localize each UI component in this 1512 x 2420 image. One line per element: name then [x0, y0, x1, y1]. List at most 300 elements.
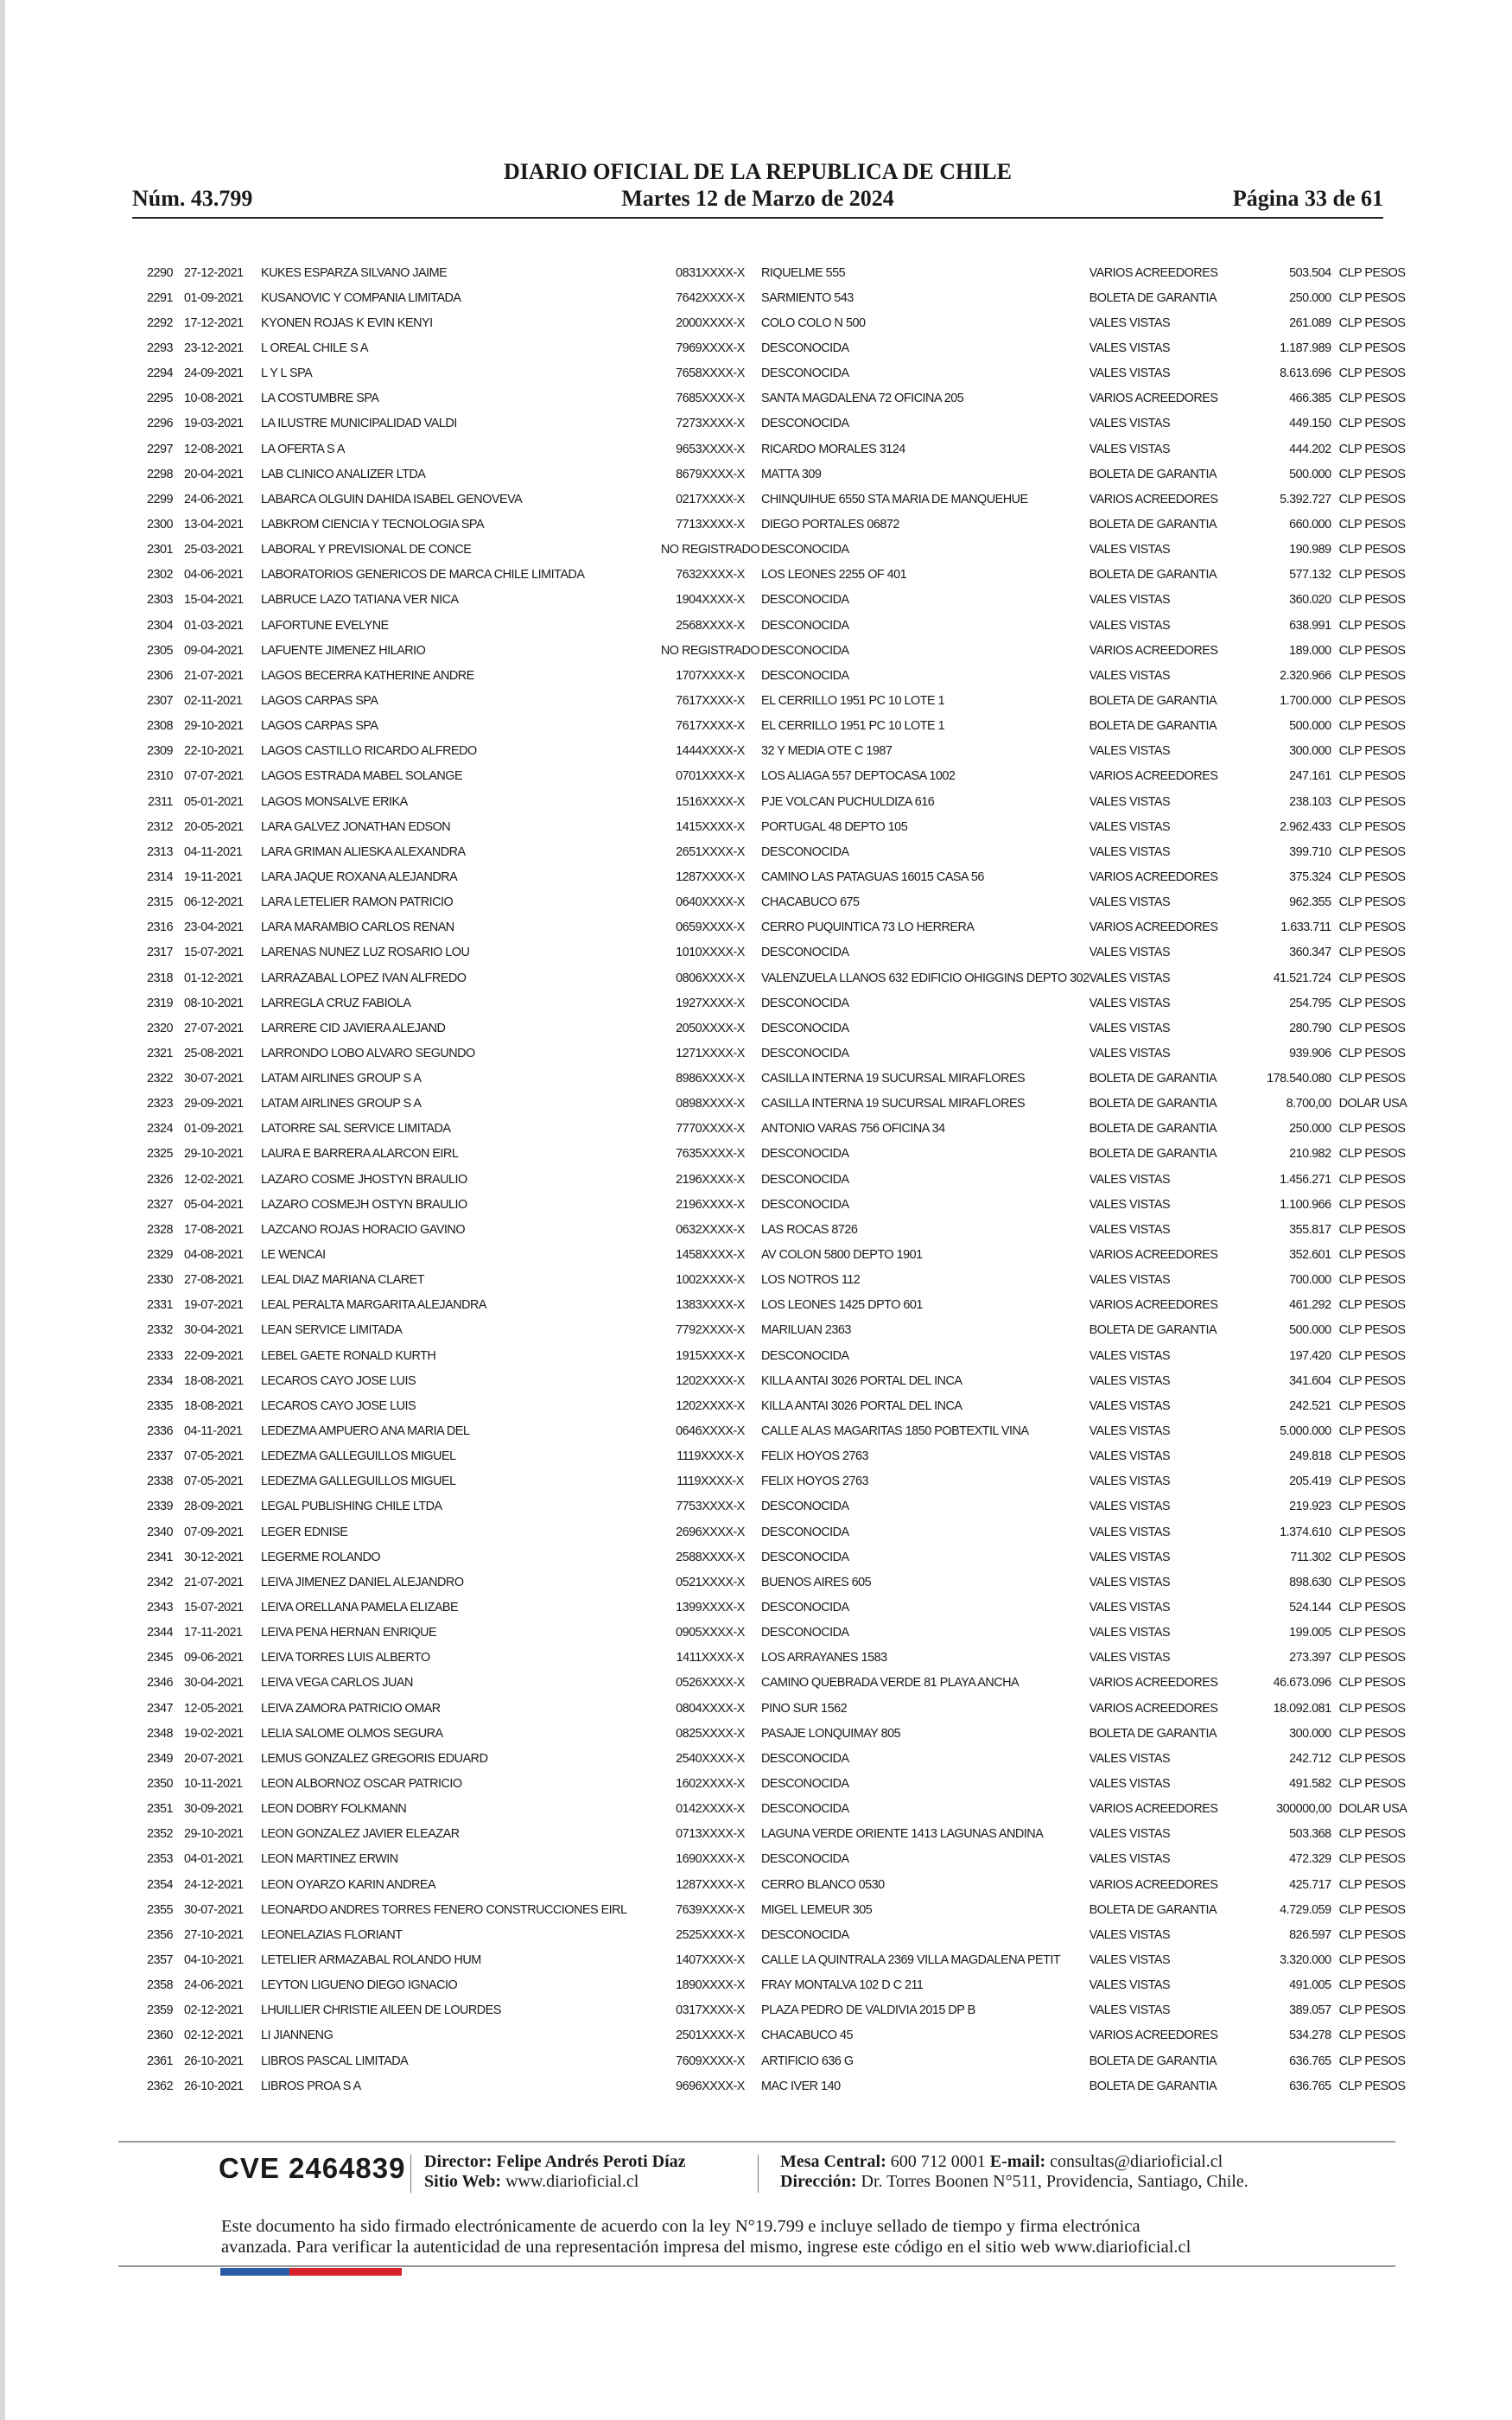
issue-number: Núm. 43.799	[132, 186, 253, 211]
row-date: 07-05-2021	[184, 1449, 244, 1464]
row-amount: 660.000	[1289, 517, 1331, 532]
row-address: 32 Y MEDIA OTE C 1987	[761, 744, 893, 759]
row-name: LAFUENTE JIMENEZ HILARIO	[261, 643, 426, 658]
table-row	[134, 1418, 1408, 1443]
row-rut: 0806XXXX-X	[676, 971, 745, 985]
row-type: VALES VISTAS	[1089, 1348, 1171, 1363]
row-amount: 1.456.271	[1280, 1172, 1331, 1187]
row-rut: 0632XXXX-X	[676, 1222, 745, 1237]
row-rut: 7609XXXX-X	[676, 2054, 745, 2068]
row-date: 10-11-2021	[184, 1777, 243, 1791]
row-amount: 491.005	[1289, 1978, 1331, 1993]
row-date: 22-10-2021	[184, 744, 244, 759]
row-amount: 355.817	[1289, 1222, 1331, 1237]
row-currency: CLP PESOS	[1338, 1525, 1406, 1539]
row-currency: CLP PESOS	[1338, 568, 1406, 583]
row-date: 07-05-2021	[184, 1474, 244, 1489]
row-date: 18-08-2021	[184, 1398, 244, 1413]
registry-table-body	[134, 260, 1408, 2098]
row-type: VALES VISTAS	[1089, 1222, 1171, 1237]
row-address: DESCONOCIDA	[761, 1626, 849, 1640]
row-address: DESCONOCIDA	[761, 1927, 849, 1942]
row-date: 12-08-2021	[184, 442, 244, 456]
row-amount: 939.906	[1289, 1046, 1331, 1060]
footer-divider-bottom	[118, 2265, 1395, 2267]
table-row	[134, 1746, 1408, 1771]
row-name: LARRONDO LOBO ALVARO SEGUNDO	[261, 1046, 475, 1060]
row-currency: CLP PESOS	[1338, 1902, 1406, 1917]
row-address: DESCONOCIDA	[761, 1802, 849, 1817]
row-date: 04-11-2021	[184, 1424, 243, 1439]
row-amount: 18.092.081	[1273, 1701, 1331, 1716]
row-type: VARIOS ACREEDORES	[1089, 1701, 1218, 1716]
registry-table	[134, 260, 1408, 2098]
row-address: DESCONOCIDA	[761, 1348, 849, 1363]
row-name: L Y L SPA	[261, 366, 313, 381]
row-address: KILLA ANTAI 3026 PORTAL DEL INCA	[761, 1398, 962, 1413]
row-type: VARIOS ACREEDORES	[1089, 920, 1218, 935]
row-number: 2357	[146, 1952, 173, 1967]
row-date: 25-08-2021	[184, 1046, 244, 1060]
row-address: DESCONOCIDA	[761, 543, 849, 557]
row-name: LATAM AIRLINES GROUP S A	[261, 1097, 422, 1111]
table-row	[134, 764, 1408, 789]
row-currency: CLP PESOS	[1338, 1072, 1406, 1086]
row-number: 2290	[146, 265, 173, 280]
table-row	[134, 1696, 1408, 1721]
row-rut: 0659XXXX-X	[676, 920, 745, 935]
row-address: BUENOS AIRES 605	[761, 1575, 872, 1589]
row-address: RIQUELME 555	[761, 265, 846, 280]
table-row	[134, 739, 1408, 764]
table-row	[134, 915, 1408, 940]
row-name: LAZARO COSME JHOSTYN BRAULIO	[261, 1172, 467, 1187]
row-type: VALES VISTAS	[1089, 1172, 1171, 1187]
row-name: LARA MARAMBIO CARLOS RENAN	[261, 920, 454, 935]
row-type: VALES VISTAS	[1089, 1046, 1171, 1060]
row-number: 2352	[146, 1827, 173, 1842]
row-currency: CLP PESOS	[1338, 1021, 1406, 1035]
row-rut: 7658XXXX-X	[676, 366, 745, 381]
row-address: CASILLA INTERNA 19 SUCURSAL MIRAFLORES	[761, 1097, 1026, 1111]
row-amount: 491.582	[1289, 1777, 1331, 1791]
row-rut: 2651XXXX-X	[676, 844, 745, 859]
row-number: 2315	[146, 895, 173, 910]
row-number: 2319	[146, 996, 173, 1010]
row-rut: 0701XXXX-X	[676, 769, 745, 784]
row-amount: 2.320.966	[1280, 668, 1331, 683]
table-row	[134, 1343, 1408, 1368]
row-name: LABKROM CIENCIA Y TECNOLOGIA SPA	[261, 517, 485, 532]
row-amount: 500.000	[1289, 1323, 1331, 1338]
row-amount: 399.710	[1289, 844, 1331, 859]
row-amount: 254.795	[1289, 996, 1331, 1010]
row-date: 19-07-2021	[184, 1298, 244, 1313]
row-name: LELIA SALOME OLMOS SEGURA	[261, 1726, 443, 1741]
row-type: VALES VISTAS	[1089, 1827, 1171, 1842]
row-number: 2356	[146, 1927, 173, 1942]
row-currency: CLP PESOS	[1338, 1222, 1406, 1237]
row-rut: 2540XXXX-X	[676, 1751, 745, 1766]
row-currency: CLP PESOS	[1338, 517, 1406, 532]
row-address: EL CERRILLO 1951 PC 10 LOTE 1	[761, 693, 945, 708]
row-amount: 250.000	[1289, 1122, 1331, 1137]
row-date: 04-11-2021	[184, 844, 243, 859]
table-row	[134, 1016, 1408, 1041]
row-amount: 1.187.989	[1280, 341, 1331, 355]
row-name: LEIVA ORELLANA PAMELA ELIZABE	[261, 1601, 459, 1615]
row-amount: 41.521.724	[1273, 971, 1331, 985]
row-address: LOS LEONES 1425 DPTO 601	[761, 1298, 923, 1313]
row-type: VALES VISTAS	[1089, 1777, 1171, 1791]
row-date: 30-09-2021	[184, 1802, 244, 1817]
row-rut: 2196XXXX-X	[676, 1172, 745, 1187]
row-rut: 1202XXXX-X	[676, 1398, 745, 1413]
row-date: 05-04-2021	[184, 1197, 244, 1212]
row-number: 2324	[146, 1122, 173, 1137]
row-type: VALES VISTAS	[1089, 946, 1171, 960]
row-amount: 425.717	[1289, 1877, 1331, 1892]
row-address: DESCONOCIDA	[761, 1147, 849, 1162]
row-rut: 1927XXXX-X	[676, 996, 745, 1010]
row-type: VALES VISTAS	[1089, 996, 1171, 1010]
row-address: DESCONOCIDA	[761, 1500, 849, 1514]
row-amount: 360.020	[1289, 593, 1331, 608]
masthead	[132, 158, 1383, 212]
table-row	[134, 663, 1408, 688]
row-amount: 242.521	[1289, 1398, 1331, 1413]
website-link[interactable]: www.diarioficial.cl	[505, 2172, 639, 2191]
row-currency: CLP PESOS	[1338, 1575, 1406, 1589]
row-name: LARREGLA CRUZ FABIOLA	[261, 996, 411, 1010]
page-header	[132, 158, 1383, 212]
row-number: 2308	[146, 719, 173, 734]
row-currency: CLP PESOS	[1338, 442, 1406, 456]
row-amount: 1.100.966	[1280, 1197, 1331, 1212]
row-type: VALES VISTAS	[1089, 543, 1171, 557]
row-name: LABORAL Y PREVISIONAL DE CONCE	[261, 543, 472, 557]
row-number: 2307	[146, 693, 173, 708]
row-date: 20-07-2021	[184, 1751, 244, 1766]
row-rut: 1444XXXX-X	[676, 744, 745, 759]
row-number: 2328	[146, 1222, 173, 1237]
row-type: VARIOS ACREEDORES	[1089, 769, 1218, 784]
director-label: Director:	[424, 2152, 492, 2171]
row-name: LAGOS MONSALVE ERIKA	[261, 794, 408, 809]
row-date: 27-08-2021	[184, 1273, 244, 1288]
row-type: BOLETA DE GARANTIA	[1089, 2054, 1217, 2068]
row-name: LAFORTUNE EVELYNE	[261, 618, 389, 633]
row-number: 2296	[146, 417, 173, 431]
row-number: 2310	[146, 769, 173, 784]
row-amount: 189.000	[1289, 643, 1331, 658]
row-date: 29-10-2021	[184, 719, 244, 734]
table-row	[134, 1167, 1408, 1192]
row-date: 17-08-2021	[184, 1222, 244, 1237]
row-type: VALES VISTAS	[1089, 1373, 1171, 1388]
row-rut: 9653XXXX-X	[676, 442, 745, 456]
row-number: 2304	[146, 618, 173, 633]
row-rut: 7713XXXX-X	[676, 517, 745, 532]
row-currency: CLP PESOS	[1338, 290, 1406, 305]
row-number: 2311	[148, 794, 173, 809]
row-currency: CLP PESOS	[1338, 1273, 1406, 1288]
director-name: Felipe Andrés Peroti Díaz	[496, 2152, 686, 2171]
row-name: LABRUCE LAZO TATIANA VER NICA	[261, 593, 459, 608]
row-number: 2336	[146, 1424, 173, 1439]
row-currency: CLP PESOS	[1338, 844, 1406, 859]
row-date: 09-06-2021	[184, 1651, 244, 1665]
row-amount: 500.000	[1289, 719, 1331, 734]
row-currency: CLP PESOS	[1338, 1877, 1406, 1892]
table-row	[134, 1217, 1408, 1242]
row-type: VALES VISTAS	[1089, 1424, 1171, 1439]
row-currency: CLP PESOS	[1338, 1424, 1406, 1439]
row-address: EL CERRILLO 1951 PC 10 LOTE 1	[761, 719, 945, 734]
row-number: 2340	[146, 1525, 173, 1539]
row-name: LARA JAQUE ROXANA ALEJANDRA	[261, 869, 458, 884]
row-date: 29-10-2021	[184, 1147, 244, 1162]
row-number: 2350	[146, 1777, 173, 1791]
row-name: LEGAL PUBLISHING CHILE LTDA	[261, 1500, 442, 1514]
row-type: VALES VISTAS	[1089, 1273, 1171, 1288]
row-name: LEONELAZIAS FLORIANT	[261, 1927, 403, 1942]
page-counter: Página 33 de 61	[1232, 186, 1383, 211]
row-date: 19-03-2021	[184, 417, 244, 431]
row-rut: 1690XXXX-X	[676, 1852, 745, 1867]
row-date: 20-04-2021	[184, 467, 244, 481]
row-number: 2298	[146, 467, 173, 481]
row-address: CHACABUCO 675	[761, 895, 860, 910]
row-number: 2295	[146, 392, 173, 406]
table-row	[134, 487, 1408, 512]
row-address: VALENZUELA LLANOS 632 EDIFICIO OHIGGINS DEPTO 302	[761, 971, 1090, 985]
row-currency: CLP PESOS	[1338, 1147, 1406, 1162]
row-currency: CLP PESOS	[1338, 920, 1406, 935]
row-rut: 7792XXXX-X	[676, 1323, 745, 1338]
row-currency: CLP PESOS	[1338, 1298, 1406, 1313]
row-amount: 577.132	[1289, 568, 1331, 583]
row-rut: 0898XXXX-X	[676, 1097, 745, 1111]
row-amount: 178.540.080	[1267, 1072, 1331, 1086]
row-address: LOS NOTROS 112	[761, 1273, 861, 1288]
row-date: 23-12-2021	[184, 341, 244, 355]
row-currency: CLP PESOS	[1338, 2003, 1406, 2018]
row-number: 2300	[146, 517, 173, 532]
row-address: DESCONOCIDA	[761, 1525, 849, 1539]
table-row	[134, 1469, 1408, 1494]
row-type: BOLETA DE GARANTIA	[1089, 1122, 1217, 1137]
row-address: KILLA ANTAI 3026 PORTAL DEL INCA	[761, 1373, 962, 1388]
row-name: LARA LETELIER RAMON PATRICIO	[261, 895, 454, 910]
row-name: LARRERE CID JAVIERA ALEJAND	[261, 1021, 446, 1035]
table-row	[134, 1973, 1408, 1998]
row-amount: 261.089	[1289, 315, 1331, 330]
row-date: 09-04-2021	[184, 643, 244, 658]
row-number: 2341	[146, 1550, 173, 1564]
row-rut: 7770XXXX-X	[676, 1122, 745, 1137]
row-name: LAGOS CASTILLO RICARDO ALFREDO	[261, 744, 477, 759]
row-address: CALLE LA QUINTRALA 2369 VILLA MAGDALENA PETIT	[761, 1952, 1061, 1967]
row-rut: 2050XXXX-X	[676, 1021, 745, 1035]
row-address: PINO SUR 1562	[761, 1701, 848, 1716]
row-type: BOLETA DE GARANTIA	[1089, 467, 1217, 481]
row-rut: 2588XXXX-X	[676, 1550, 745, 1564]
table-row	[134, 1494, 1408, 1519]
row-amount: 8.613.696	[1280, 366, 1331, 381]
table-row	[134, 1142, 1408, 1167]
row-currency: CLP PESOS	[1338, 1122, 1406, 1137]
row-number: 2329	[146, 1248, 173, 1263]
row-number: 2331	[146, 1298, 173, 1313]
row-amount: 360.347	[1289, 946, 1331, 960]
row-amount: 461.292	[1289, 1298, 1331, 1313]
table-row	[134, 613, 1408, 638]
row-amount: 524.144	[1289, 1601, 1331, 1615]
table-row	[134, 1998, 1408, 2023]
row-type: VALES VISTAS	[1089, 819, 1171, 834]
row-date: 07-09-2021	[184, 1525, 244, 1539]
row-name: LEGERME ROLANDO	[261, 1550, 381, 1564]
row-currency: CLP PESOS	[1338, 341, 1406, 355]
row-rut: 0646XXXX-X	[676, 1424, 745, 1439]
table-row	[134, 1570, 1408, 1595]
row-number: 2338	[146, 1474, 173, 1489]
row-number: 2362	[146, 2079, 173, 2093]
row-name: LEAL DIAZ MARIANA CLARET	[261, 1273, 424, 1288]
row-date: 21-07-2021	[184, 1575, 244, 1589]
row-address: DESCONOCIDA	[761, 643, 849, 658]
row-amount: 280.790	[1289, 1021, 1331, 1035]
row-amount: 210.982	[1289, 1147, 1331, 1162]
email-link[interactable]: consultas@diarioficial.cl	[1050, 2152, 1223, 2171]
row-name: LEON ALBORNOZ OSCAR PATRICIO	[261, 1777, 462, 1791]
row-currency: CLP PESOS	[1338, 265, 1406, 280]
row-number: 2326	[146, 1172, 173, 1187]
row-address: DESCONOCIDA	[761, 1021, 849, 1035]
row-address: DESCONOCIDA	[761, 1046, 849, 1060]
row-date: 24-06-2021	[184, 492, 244, 506]
row-currency: CLP PESOS	[1338, 946, 1406, 960]
row-address: CASILLA INTERNA 19 SUCURSAL MIRAFLORES	[761, 1072, 1026, 1086]
row-currency: CLP PESOS	[1338, 417, 1406, 431]
row-type: VARIOS ACREEDORES	[1089, 492, 1218, 506]
row-currency: CLP PESOS	[1338, 1726, 1406, 1741]
row-amount: 500.000	[1289, 467, 1331, 481]
row-amount: 503.504	[1289, 265, 1331, 280]
row-rut: 0804XXXX-X	[676, 1701, 745, 1716]
row-name: LEAL PERALTA MARGARITA ALEJANDRA	[261, 1298, 486, 1313]
row-date: 24-09-2021	[184, 366, 244, 381]
row-date: 27-07-2021	[184, 1021, 244, 1035]
row-number: 2344	[146, 1626, 173, 1640]
row-type: VALES VISTAS	[1089, 1626, 1171, 1640]
row-rut: 7617XXXX-X	[676, 719, 745, 734]
row-type: VARIOS ACREEDORES	[1089, 643, 1218, 658]
row-rut: 1411XXXX-X	[676, 1651, 745, 1665]
row-number: 2337	[146, 1449, 173, 1464]
table-row	[134, 1721, 1408, 1746]
row-date: 01-09-2021	[184, 290, 244, 305]
row-amount: 444.202	[1289, 442, 1331, 456]
row-date: 01-09-2021	[184, 1122, 244, 1137]
row-address: DESCONOCIDA	[761, 593, 849, 608]
table-row	[134, 1847, 1408, 1872]
row-name: LAB CLINICO ANALIZER LTDA	[261, 467, 426, 481]
row-amount: 389.057	[1289, 2003, 1331, 2018]
row-name: LARENAS NUNEZ LUZ ROSARIO LOU	[261, 946, 470, 960]
row-type: VARIOS ACREEDORES	[1089, 1676, 1218, 1691]
row-address: DESCONOCIDA	[761, 366, 849, 381]
row-amount: 46.673.096	[1273, 1676, 1331, 1691]
row-name: LEDEZMA GALLEGUILLOS MIGUEL	[261, 1474, 456, 1489]
row-amount: 472.329	[1289, 1852, 1331, 1867]
row-currency: CLP PESOS	[1338, 643, 1406, 658]
row-amount: 700.000	[1289, 1273, 1331, 1288]
row-date: 29-10-2021	[184, 1827, 244, 1842]
row-rut: 2196XXXX-X	[676, 1197, 745, 1212]
row-address: FELIX HOYOS 2763	[761, 1449, 868, 1464]
row-address: MIGEL LEMEUR 305	[761, 1902, 873, 1917]
table-row	[134, 789, 1408, 814]
row-date: 28-09-2021	[184, 1500, 244, 1514]
row-currency: CLP PESOS	[1338, 1172, 1406, 1187]
row-currency: CLP PESOS	[1338, 1323, 1406, 1338]
table-row	[134, 411, 1408, 436]
table-row	[134, 1797, 1408, 1822]
row-number: 2301	[146, 543, 173, 557]
table-row	[134, 335, 1408, 360]
row-name: LAGOS CARPAS SPA	[261, 693, 378, 708]
mesa-label: Mesa Central:	[780, 2152, 886, 2171]
page-edge-shadow	[0, 0, 5, 2420]
row-type: VALES VISTAS	[1089, 618, 1171, 633]
row-currency: CLP PESOS	[1338, 744, 1406, 759]
row-name: LAGOS ESTRADA MABEL SOLANGE	[261, 769, 463, 784]
row-type: VALES VISTAS	[1089, 442, 1171, 456]
row-type: VALES VISTAS	[1089, 1852, 1171, 1867]
row-date: 04-10-2021	[184, 1952, 244, 1967]
row-name: LATAM AIRLINES GROUP S A	[261, 1072, 422, 1086]
row-name: LEONARDO ANDRES TORRES FENERO CONSTRUCCIONES EIRL	[261, 1902, 627, 1917]
row-number: 2359	[146, 2003, 173, 2018]
row-type: VARIOS ACREEDORES	[1089, 1298, 1218, 1313]
row-type: BOLETA DE GARANTIA	[1089, 1726, 1217, 1741]
row-address: LAGUNA VERDE ORIENTE 1413 LAGUNAS ANDINA	[761, 1827, 1044, 1842]
row-rut: 1002XXXX-X	[676, 1273, 745, 1288]
row-rut: 7685XXXX-X	[676, 392, 745, 406]
legal-notice-line: Este documento ha sido firmado electrónicamente de acuerdo con la ley N°19.799 e incluye sellado de tiempo y firma electrónica	[221, 2217, 1140, 2236]
row-amount: 352.601	[1289, 1248, 1331, 1263]
row-currency: CLP PESOS	[1338, 392, 1406, 406]
row-address: DESCONOCIDA	[761, 618, 849, 633]
row-date: 26-10-2021	[184, 2079, 244, 2093]
header-divider	[132, 217, 1383, 219]
row-name: LIBROS PROA S A	[261, 2079, 361, 2093]
row-name: LA ILUSTRE MUNICIPALIDAD VALDI	[261, 417, 457, 431]
row-amount: 250.000	[1289, 290, 1331, 305]
table-row	[134, 588, 1408, 613]
row-number: 2342	[146, 1575, 173, 1589]
row-number: 2354	[146, 1877, 173, 1892]
row-type: VALES VISTAS	[1089, 1474, 1171, 1489]
row-type: BOLETA DE GARANTIA	[1089, 2079, 1217, 2093]
table-row	[134, 1041, 1408, 1066]
row-name: LEYTON LIGUENO DIEGO IGNACIO	[261, 1978, 458, 1993]
row-name: LEON MARTINEZ ERWIN	[261, 1852, 398, 1867]
row-rut: 7632XXXX-X	[676, 568, 745, 583]
row-type: VALES VISTAS	[1089, 971, 1171, 985]
